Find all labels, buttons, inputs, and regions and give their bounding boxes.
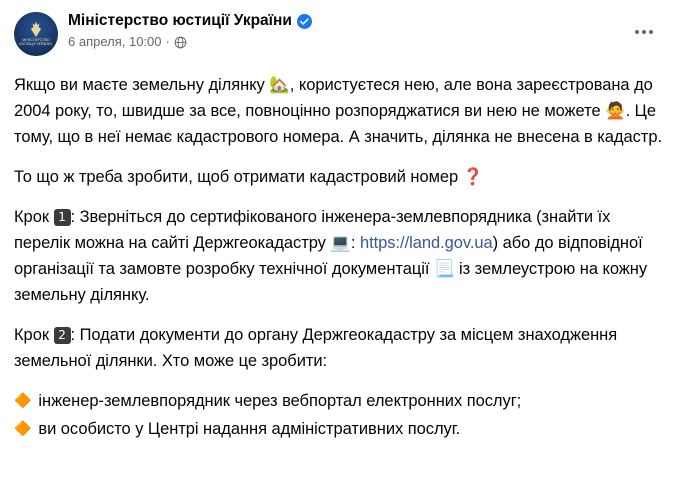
post-header-text bbox=[68, 10, 312, 50]
orange-diamond-icon: 🔶 bbox=[14, 393, 32, 409]
post-paragraph-1 bbox=[14, 72, 662, 150]
paragraph-1-part-1: Якщо ви маєте земельну ділянку bbox=[14, 76, 270, 94]
step-2-options-list bbox=[14, 388, 662, 442]
post-meta-row bbox=[68, 34, 312, 50]
step-1-text-part-2: : bbox=[350, 234, 360, 252]
verified-badge-icon bbox=[297, 14, 312, 29]
ellipsis-dot-2 bbox=[642, 30, 646, 34]
avatar-emblem-graphic bbox=[14, 12, 58, 56]
step-2-number-badge: 2 bbox=[54, 327, 71, 344]
laptop-emoji: 💻 bbox=[330, 233, 351, 252]
coat-of-arms-icon bbox=[30, 22, 42, 37]
step-1-text-part-4: із землеустрою на кожну земельну ділянку. bbox=[14, 260, 648, 304]
paragraph-1-part-2: , користуєтеся нею, але вона зареєстрована до 2004 року, то, швидше за все, повноцінно розпоряджатися ви нею не можете bbox=[14, 76, 653, 120]
avatar[interactable] bbox=[14, 12, 58, 56]
list-item bbox=[14, 416, 662, 442]
step-1-label: Крок bbox=[14, 208, 54, 226]
house-with-garden-emoji: 🏡 bbox=[269, 75, 290, 94]
ellipsis-dot-3 bbox=[649, 30, 653, 34]
globe-icon[interactable] bbox=[174, 36, 187, 49]
paragraph-2-text: То що ж треба зробити, щоб отримати кадастровий номер bbox=[14, 168, 463, 186]
person-gesturing-no-emoji: 🙅 bbox=[605, 101, 626, 120]
ellipsis-dot-1 bbox=[635, 30, 639, 34]
post-step-1 bbox=[14, 204, 662, 308]
step-1-text-part-3: ) або до відповідної організації та замовте розробку технічної документації bbox=[14, 234, 643, 278]
question-mark-emoji: ❓ bbox=[462, 167, 484, 186]
list-item bbox=[14, 388, 662, 414]
post-step-2 bbox=[14, 322, 662, 374]
post-message bbox=[14, 72, 662, 442]
step-2-label: Крок bbox=[14, 326, 54, 344]
step-1-number-badge: 1 bbox=[54, 209, 71, 226]
list-item-label: інженер-землевпорядник через вебпортал електронних послуг; bbox=[38, 392, 522, 410]
post-options-button[interactable] bbox=[628, 16, 660, 48]
post-paragraph-2 bbox=[14, 164, 662, 190]
land-gov-ua-link[interactable]: https://land.gov.ua bbox=[359, 234, 493, 252]
avatar-label-2: ЮСТИЦІЇ УКРАЇНИ bbox=[19, 41, 53, 47]
orange-diamond-icon: 🔶 bbox=[14, 421, 32, 437]
paragraph-1-part-3: . Це тому, що в неї немає кадастрового номера. А значить, ділянка не внесена в кадастр. bbox=[14, 102, 662, 146]
page-name[interactable]: Міністерство юстиції України bbox=[68, 12, 292, 29]
meta-separator: · bbox=[165, 34, 170, 49]
avatar-label: МІНІСТЕРСТВО bbox=[22, 37, 50, 43]
post-header bbox=[14, 10, 662, 62]
page-with-curl-emoji: 📃 bbox=[433, 259, 455, 278]
step-2-text: : Подати документи до органу Держгеокадастру за місцем знаходження земельної ділянки. Хто може це зробити: bbox=[14, 326, 618, 370]
step-1-text-part-1: : Зверніться до сертифікованого інженера-землевпорядника (знайти їх перелік можна на сайті Держгеокадастру bbox=[14, 208, 611, 252]
page-name-row bbox=[68, 11, 312, 31]
list-item-label: ви особисто у Центрі надання адміністративних послуг. bbox=[38, 420, 461, 438]
post-timestamp[interactable]: 6 апреля, 10:00 bbox=[68, 34, 162, 49]
